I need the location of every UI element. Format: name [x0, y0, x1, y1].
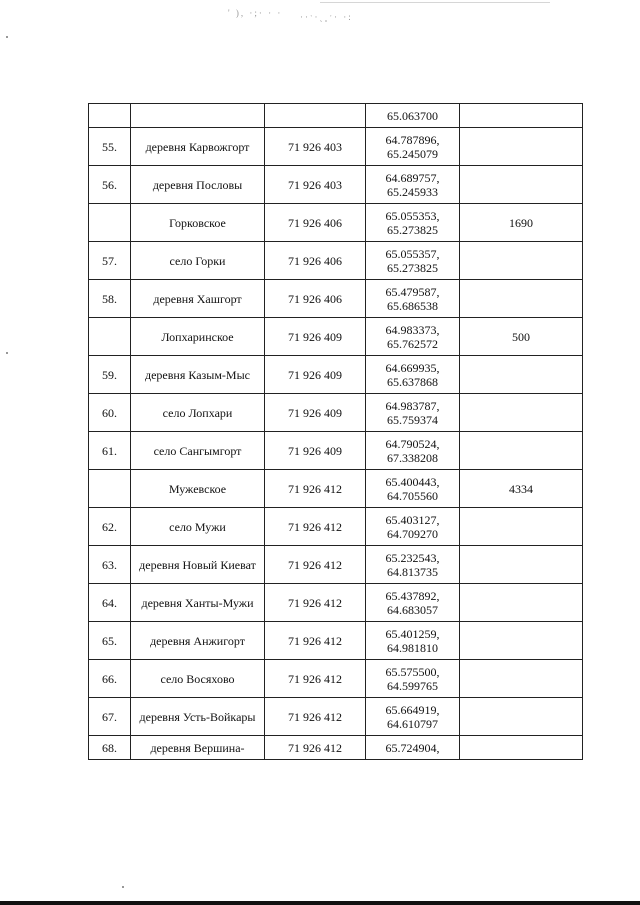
population-cell — [460, 736, 583, 760]
row-number-cell: 55. — [89, 128, 131, 166]
coordinates-cell: 65.055353, 65.273825 — [366, 204, 460, 242]
table-row — [89, 432, 583, 470]
settlement-name-cell: деревня Карвожгорт — [131, 128, 265, 166]
population-cell — [460, 394, 583, 432]
oktmo-code-cell: 71 926 406 — [265, 204, 366, 242]
scan-speck — [6, 352, 8, 354]
row-number-cell: 68. — [89, 736, 131, 760]
settlement-name-cell: деревня Усть-Войкары — [131, 698, 265, 736]
row-number-cell: 64. — [89, 584, 131, 622]
coordinates-cell: 65.400443, 64.705560 — [366, 470, 460, 508]
coordinates-cell: 64.790524, 67.338208 — [366, 432, 460, 470]
settlements-table — [88, 103, 583, 760]
row-number-cell: 56. — [89, 166, 131, 204]
population-cell — [460, 660, 583, 698]
row-number-cell: 59. — [89, 356, 131, 394]
scan-bottom-edge — [0, 901, 640, 905]
table-row — [89, 698, 583, 736]
table-row — [89, 394, 583, 432]
row-number-cell: 57. — [89, 242, 131, 280]
row-number-cell: 60. — [89, 394, 131, 432]
table-row — [89, 660, 583, 698]
coordinates-cell: 64.689757, 65.245933 — [366, 166, 460, 204]
oktmo-code-cell: 71 926 412 — [265, 470, 366, 508]
settlement-name-cell: деревня Вершина- — [131, 736, 265, 760]
row-number-cell — [89, 204, 131, 242]
settlement-name-cell — [131, 104, 265, 128]
table-row — [89, 470, 583, 508]
oktmo-code-cell: 71 926 412 — [265, 698, 366, 736]
oktmo-code-cell: 71 926 412 — [265, 546, 366, 584]
oktmo-code-cell: 71 926 409 — [265, 394, 366, 432]
settlement-name-cell: село Восяхово — [131, 660, 265, 698]
oktmo-code-cell: 71 926 406 — [265, 280, 366, 318]
population-cell — [460, 432, 583, 470]
population-cell — [460, 128, 583, 166]
settlement-name-cell: деревня Пословы — [131, 166, 265, 204]
coordinates-cell: 65.232543, 64.813735 — [366, 546, 460, 584]
row-number-cell: 61. — [89, 432, 131, 470]
coordinates-cell: 65.724904, — [366, 736, 460, 760]
population-cell: 4334 — [460, 470, 583, 508]
settlement-name-cell: село Горки — [131, 242, 265, 280]
settlement-name-cell: село Сангымгорт — [131, 432, 265, 470]
coordinates-cell: 65.401259, 64.981810 — [366, 622, 460, 660]
population-cell — [460, 546, 583, 584]
settlement-name-cell: село Мужи — [131, 508, 265, 546]
oktmo-code-cell: 71 926 403 — [265, 166, 366, 204]
population-cell — [460, 584, 583, 622]
table-row — [89, 318, 583, 356]
table-row — [89, 242, 583, 280]
oktmo-code-cell: 71 926 412 — [265, 660, 366, 698]
row-number-cell: 62. — [89, 508, 131, 546]
row-number-cell: 58. — [89, 280, 131, 318]
settlement-name-cell: деревня Ханты-Мужи — [131, 584, 265, 622]
oktmo-code-cell: 71 926 409 — [265, 356, 366, 394]
header-mark-right: ··ˑ·ˎ˳ˑ· ·: — [300, 12, 353, 22]
table-row — [89, 622, 583, 660]
coordinates-cell: 65.664919, 64.610797 — [366, 698, 460, 736]
coordinates-cell: 64.669935, 65.637868 — [366, 356, 460, 394]
oktmo-code-cell: 71 926 409 — [265, 318, 366, 356]
table-row — [89, 280, 583, 318]
population-cell — [460, 508, 583, 546]
oktmo-code-cell: 71 926 412 — [265, 622, 366, 660]
table-row — [89, 584, 583, 622]
coordinates-cell: 65.055357, 65.273825 — [366, 242, 460, 280]
settlement-name-cell: Горковское — [131, 204, 265, 242]
oktmo-code-cell: 71 926 409 — [265, 432, 366, 470]
scan-speck — [122, 886, 124, 888]
settlement-name-cell: деревня Новый Киеват — [131, 546, 265, 584]
settlements-table-body — [89, 104, 583, 760]
coordinates-cell: 65.437892, 64.683057 — [366, 584, 460, 622]
oktmo-code-cell: 71 926 403 — [265, 128, 366, 166]
row-number-cell: 67. — [89, 698, 131, 736]
coordinates-cell: 65.575500, 64.599765 — [366, 660, 460, 698]
table-row — [89, 736, 583, 760]
coordinates-cell: 64.787896, 65.245079 — [366, 128, 460, 166]
coordinates-cell: 65.479587, 65.686538 — [366, 280, 460, 318]
settlement-name-cell: деревня Казым-Мыс — [131, 356, 265, 394]
settlement-name-cell: Мужевское — [131, 470, 265, 508]
population-cell: 1690 — [460, 204, 583, 242]
settlement-name-cell: деревня Анжигорт — [131, 622, 265, 660]
population-cell: 500 — [460, 318, 583, 356]
table-row — [89, 508, 583, 546]
table-row — [89, 356, 583, 394]
settlement-name-cell: деревня Хашгорт — [131, 280, 265, 318]
population-cell — [460, 104, 583, 128]
scan-speck — [6, 36, 8, 38]
coordinates-cell: 65.063700 — [366, 104, 460, 128]
settlement-name-cell: село Лопхари — [131, 394, 265, 432]
coordinates-cell: 65.403127, 64.709270 — [366, 508, 460, 546]
oktmo-code-cell: 71 926 412 — [265, 736, 366, 760]
population-cell — [460, 280, 583, 318]
header-mark-left: ' ), ·;· · · — [228, 8, 283, 18]
row-number-cell: 63. — [89, 546, 131, 584]
row-number-cell — [89, 104, 131, 128]
oktmo-code-cell: 71 926 412 — [265, 508, 366, 546]
table-row — [89, 546, 583, 584]
population-cell — [460, 622, 583, 660]
population-cell — [460, 356, 583, 394]
oktmo-code-cell: 71 926 406 — [265, 242, 366, 280]
scan-artifact-line — [320, 2, 550, 3]
row-number-cell: 66. — [89, 660, 131, 698]
population-cell — [460, 698, 583, 736]
oktmo-code-cell — [265, 104, 366, 128]
oktmo-code-cell: 71 926 412 — [265, 584, 366, 622]
table-row — [89, 104, 583, 128]
table-row — [89, 166, 583, 204]
population-cell — [460, 166, 583, 204]
row-number-cell — [89, 318, 131, 356]
coordinates-cell: 64.983787, 65.759374 — [366, 394, 460, 432]
table-row — [89, 204, 583, 242]
row-number-cell — [89, 470, 131, 508]
table-row — [89, 128, 583, 166]
settlement-name-cell: Лопхаринское — [131, 318, 265, 356]
row-number-cell: 65. — [89, 622, 131, 660]
coordinates-cell: 64.983373, 65.762572 — [366, 318, 460, 356]
population-cell — [460, 242, 583, 280]
